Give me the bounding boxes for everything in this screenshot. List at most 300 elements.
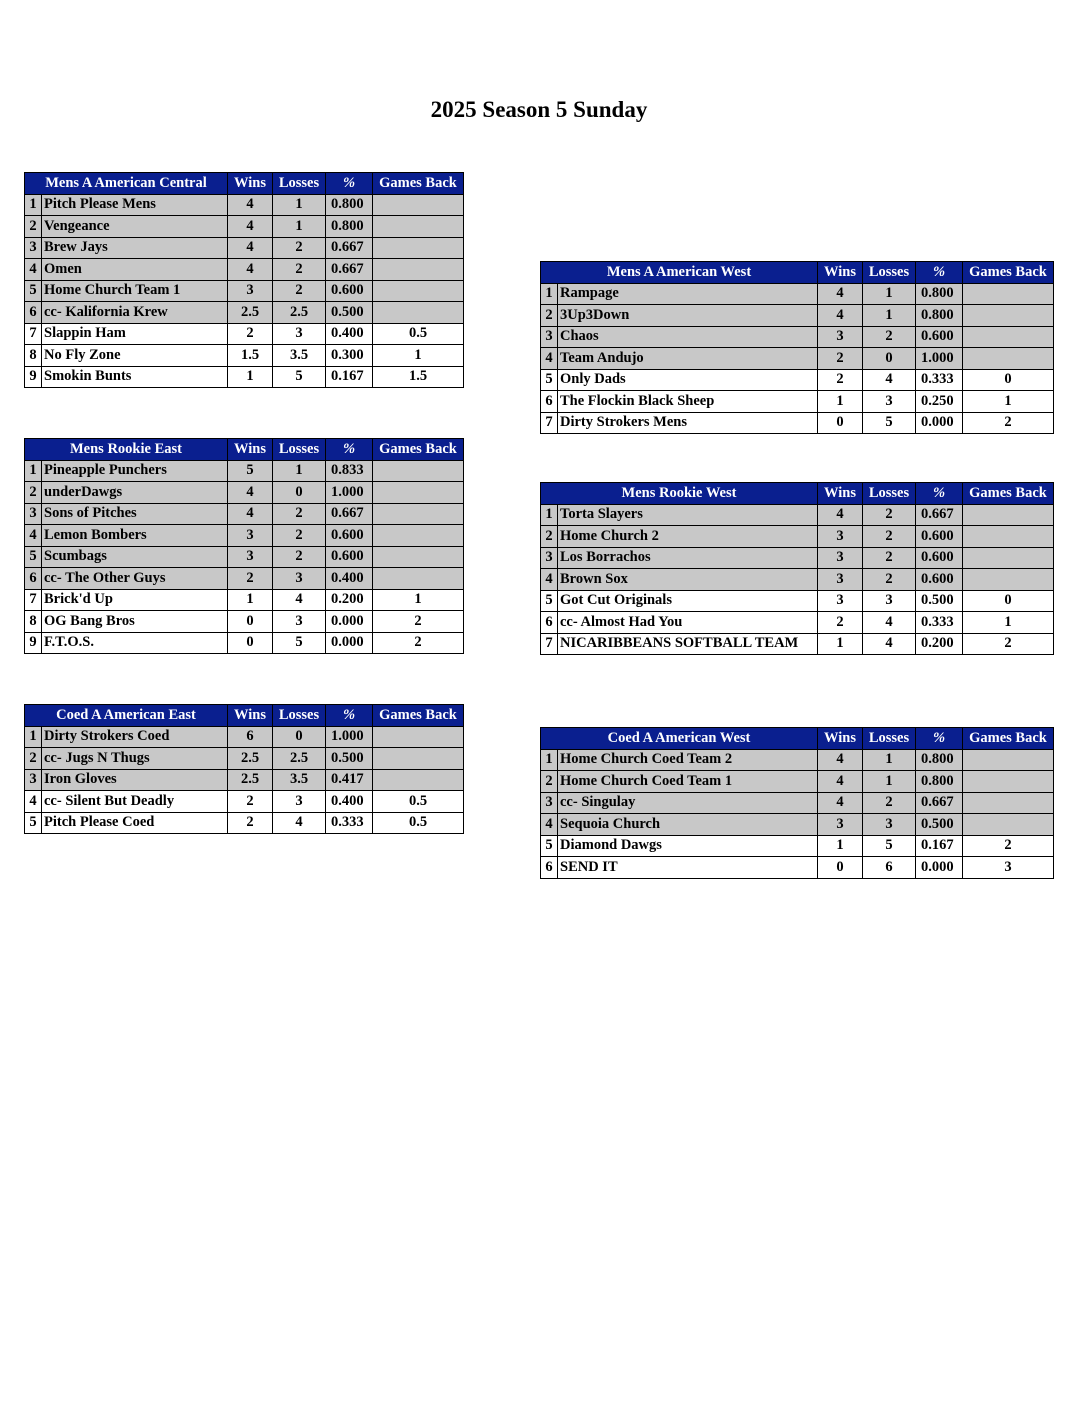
column-header-pct: %	[326, 705, 373, 727]
games-back: 0.5	[373, 791, 464, 813]
wins: 1	[228, 366, 273, 388]
division-name: Mens Rookie East	[25, 439, 228, 461]
win-pct: 0.200	[916, 633, 963, 655]
wins: 3	[818, 547, 863, 569]
losses: 3	[273, 568, 326, 590]
table-row	[25, 460, 464, 482]
win-pct: 0.333	[916, 612, 963, 634]
team-name: Vengeance	[42, 216, 228, 238]
column-header-losses: Losses	[863, 483, 916, 505]
games-back	[963, 547, 1054, 569]
wins: 2	[228, 791, 273, 813]
table-row	[25, 812, 464, 834]
losses: 6	[863, 857, 916, 879]
rank: 4	[25, 791, 42, 813]
table-row	[541, 569, 1054, 591]
win-pct: 0.300	[326, 345, 373, 367]
table-row	[25, 302, 464, 324]
games-back: 1	[373, 345, 464, 367]
column-header-pct: %	[916, 262, 963, 284]
rank: 8	[25, 611, 42, 633]
wins: 4	[228, 259, 273, 281]
wins: 4	[228, 194, 273, 216]
table-row	[25, 216, 464, 238]
win-pct: 0.400	[326, 568, 373, 590]
rank: 1	[541, 504, 558, 526]
team-name: Home Church 2	[558, 526, 818, 548]
table-row	[25, 259, 464, 281]
team-name: Brown Sox	[558, 569, 818, 591]
wins: 0	[228, 632, 273, 654]
column-header-games-back: Games Back	[373, 439, 464, 461]
losses: 3	[273, 323, 326, 345]
team-name: cc- Almost Had You	[558, 612, 818, 634]
wins: 4	[228, 237, 273, 259]
losses: 2	[273, 546, 326, 568]
wins: 4	[228, 482, 273, 504]
team-name: SEND IT	[558, 857, 818, 879]
wins: 4	[818, 792, 863, 814]
games-back	[963, 326, 1054, 348]
losses: 5	[863, 835, 916, 857]
win-pct: 0.400	[326, 791, 373, 813]
team-name: Torta Slayers	[558, 504, 818, 526]
table-row	[541, 612, 1054, 634]
wins: 4	[228, 216, 273, 238]
table-row	[25, 280, 464, 302]
wins: 6	[228, 726, 273, 748]
team-name: Slappin Ham	[42, 323, 228, 345]
losses: 4	[863, 369, 916, 391]
team-name: OG Bang Bros	[42, 611, 228, 633]
rank: 6	[25, 302, 42, 324]
rank: 2	[541, 526, 558, 548]
table-row	[25, 366, 464, 388]
games-back	[373, 482, 464, 504]
win-pct: 0.600	[916, 526, 963, 548]
wins: 1	[228, 589, 273, 611]
standings-table-coed-a-east	[24, 704, 464, 834]
games-back	[963, 526, 1054, 548]
team-name: Only Dads	[558, 369, 818, 391]
rank: 4	[541, 569, 558, 591]
column-header-losses: Losses	[863, 262, 916, 284]
rank: 3	[25, 237, 42, 259]
team-name: Scumbags	[42, 546, 228, 568]
win-pct: 0.600	[916, 326, 963, 348]
rank: 5	[25, 280, 42, 302]
win-pct: 0.800	[326, 216, 373, 238]
win-pct: 0.000	[916, 412, 963, 434]
team-name: Sequoia Church	[558, 814, 818, 836]
games-back: 3	[963, 857, 1054, 879]
games-back: 1	[373, 589, 464, 611]
column-header-games-back: Games Back	[373, 173, 464, 195]
losses: 3.5	[273, 769, 326, 791]
wins: 1	[818, 391, 863, 413]
table-row	[25, 748, 464, 770]
games-back: 2	[373, 611, 464, 633]
table-row	[541, 633, 1054, 655]
games-back	[373, 302, 464, 324]
games-back	[373, 546, 464, 568]
division-name: Coed A American East	[25, 705, 228, 727]
win-pct: 0.167	[916, 835, 963, 857]
table-row	[541, 835, 1054, 857]
games-back	[373, 460, 464, 482]
rank: 6	[541, 391, 558, 413]
wins: 4	[818, 771, 863, 793]
column-header-pct: %	[326, 173, 373, 195]
losses: 1	[273, 460, 326, 482]
team-name: Home Church Coed Team 2	[558, 749, 818, 771]
rank: 5	[541, 369, 558, 391]
column-header-wins: Wins	[228, 173, 273, 195]
wins: 2	[228, 323, 273, 345]
rank: 2	[25, 748, 42, 770]
win-pct: 1.000	[326, 726, 373, 748]
rank: 2	[541, 771, 558, 793]
team-name: No Fly Zone	[42, 345, 228, 367]
wins: 1	[818, 835, 863, 857]
losses: 1	[273, 194, 326, 216]
wins: 2	[228, 568, 273, 590]
column-header-games-back: Games Back	[373, 705, 464, 727]
rank: 5	[25, 812, 42, 834]
table-row	[25, 482, 464, 504]
games-back: 1	[963, 391, 1054, 413]
win-pct: 0.833	[326, 460, 373, 482]
wins: 3	[228, 525, 273, 547]
rank: 4	[541, 348, 558, 370]
games-back	[373, 503, 464, 525]
losses: 2	[863, 504, 916, 526]
games-back	[963, 814, 1054, 836]
games-back: 2	[373, 632, 464, 654]
win-pct: 0.000	[916, 857, 963, 879]
wins: 5	[228, 460, 273, 482]
standings-table-mens-a-west	[540, 261, 1054, 434]
wins: 0	[228, 611, 273, 633]
team-name: cc- Jugs N Thugs	[42, 748, 228, 770]
table-row	[25, 568, 464, 590]
column-header-wins: Wins	[818, 728, 863, 750]
win-pct: 0.800	[916, 305, 963, 327]
table-row	[25, 769, 464, 791]
games-back: 2	[963, 412, 1054, 434]
rank: 3	[25, 503, 42, 525]
team-name: Smokin Bunts	[42, 366, 228, 388]
table-row	[541, 590, 1054, 612]
win-pct: 0.667	[326, 237, 373, 259]
losses: 3	[863, 814, 916, 836]
table-row	[25, 323, 464, 345]
table-row	[541, 526, 1054, 548]
column-header-pct: %	[916, 728, 963, 750]
wins: 3	[228, 546, 273, 568]
win-pct: 0.600	[326, 546, 373, 568]
losses: 4	[863, 633, 916, 655]
win-pct: 0.800	[916, 283, 963, 305]
games-back	[373, 525, 464, 547]
games-back	[373, 194, 464, 216]
rank: 1	[25, 194, 42, 216]
rank: 7	[25, 589, 42, 611]
wins: 3	[818, 326, 863, 348]
games-back	[373, 568, 464, 590]
rank: 4	[25, 259, 42, 281]
games-back: 0	[963, 590, 1054, 612]
team-name: underDawgs	[42, 482, 228, 504]
losses: 5	[273, 366, 326, 388]
table-row	[541, 814, 1054, 836]
win-pct: 0.250	[916, 391, 963, 413]
losses: 4	[273, 812, 326, 834]
wins: 3	[818, 590, 863, 612]
column-header-pct: %	[326, 439, 373, 461]
team-name: Pineapple Punchers	[42, 460, 228, 482]
table-header-row	[25, 439, 464, 461]
team-name: Lemon Bombers	[42, 525, 228, 547]
rank: 1	[25, 726, 42, 748]
win-pct: 0.600	[326, 525, 373, 547]
rank: 7	[25, 323, 42, 345]
wins: 2.5	[228, 748, 273, 770]
games-back	[963, 569, 1054, 591]
standings-table-mens-rookie-east	[24, 438, 464, 654]
table-row	[541, 857, 1054, 879]
losses: 2	[863, 792, 916, 814]
losses: 0	[273, 726, 326, 748]
losses: 3	[863, 590, 916, 612]
wins: 2	[818, 612, 863, 634]
rank: 1	[541, 283, 558, 305]
win-pct: 0.667	[326, 503, 373, 525]
team-name: Team Andujo	[558, 348, 818, 370]
games-back: 1.5	[373, 366, 464, 388]
rank: 2	[25, 216, 42, 238]
team-name: Iron Gloves	[42, 769, 228, 791]
wins: 2	[818, 348, 863, 370]
games-back	[963, 792, 1054, 814]
win-pct: 0.500	[916, 590, 963, 612]
team-name: Dirty Strokers Mens	[558, 412, 818, 434]
table-row	[25, 611, 464, 633]
division-name: Mens A American Central	[25, 173, 228, 195]
wins: 3	[818, 814, 863, 836]
page-title: 2025 Season 5 Sunday	[430, 97, 648, 122]
rank: 9	[25, 632, 42, 654]
rank: 3	[25, 769, 42, 791]
rank: 6	[541, 857, 558, 879]
rank: 1	[541, 749, 558, 771]
column-header-games-back: Games Back	[963, 728, 1054, 750]
table-row	[25, 632, 464, 654]
table-row	[541, 305, 1054, 327]
table-header-row	[541, 483, 1054, 505]
win-pct: 0.600	[916, 569, 963, 591]
rank: 7	[541, 633, 558, 655]
rank: 9	[25, 366, 42, 388]
games-back	[963, 504, 1054, 526]
table-row	[25, 791, 464, 813]
win-pct: 0.000	[326, 632, 373, 654]
win-pct: 1.000	[916, 348, 963, 370]
win-pct: 0.333	[916, 369, 963, 391]
games-back	[373, 259, 464, 281]
losses: 1	[863, 749, 916, 771]
losses: 2	[273, 237, 326, 259]
column-header-losses: Losses	[273, 439, 326, 461]
losses: 2	[863, 326, 916, 348]
wins: 2.5	[228, 769, 273, 791]
win-pct: 0.800	[916, 771, 963, 793]
games-back	[373, 216, 464, 238]
losses: 5	[273, 632, 326, 654]
games-back	[963, 305, 1054, 327]
table-row	[541, 412, 1054, 434]
losses: 3	[273, 611, 326, 633]
table-header-row	[541, 728, 1054, 750]
win-pct: 0.200	[326, 589, 373, 611]
column-header-games-back: Games Back	[963, 262, 1054, 284]
wins: 1	[818, 633, 863, 655]
team-name: cc- Singulay	[558, 792, 818, 814]
wins: 0	[818, 857, 863, 879]
losses: 2	[273, 525, 326, 547]
win-pct: 0.500	[326, 748, 373, 770]
table-row	[541, 771, 1054, 793]
win-pct: 0.417	[326, 769, 373, 791]
win-pct: 1.000	[326, 482, 373, 504]
rank: 3	[541, 547, 558, 569]
rank: 4	[541, 814, 558, 836]
division-name: Mens Rookie West	[541, 483, 818, 505]
games-back	[373, 748, 464, 770]
win-pct: 0.600	[326, 280, 373, 302]
win-pct: 0.500	[326, 302, 373, 324]
table-row	[25, 237, 464, 259]
table-row	[541, 749, 1054, 771]
rank: 6	[541, 612, 558, 634]
losses: 2	[273, 503, 326, 525]
losses: 2	[863, 569, 916, 591]
rank: 7	[541, 412, 558, 434]
table-row	[541, 369, 1054, 391]
team-name: cc- Silent But Deadly	[42, 791, 228, 813]
table-row	[541, 504, 1054, 526]
team-name: Got Cut Originals	[558, 590, 818, 612]
games-back: 2	[963, 633, 1054, 655]
column-header-wins: Wins	[228, 439, 273, 461]
rank: 5	[541, 590, 558, 612]
games-back: 1	[963, 612, 1054, 634]
losses: 2	[273, 259, 326, 281]
wins: 4	[228, 503, 273, 525]
losses: 1	[273, 216, 326, 238]
table-row	[25, 503, 464, 525]
team-name: cc- Kalifornia Krew	[42, 302, 228, 324]
standings-table-mens-rookie-west	[540, 482, 1054, 655]
team-name: Chaos	[558, 326, 818, 348]
table-row	[541, 547, 1054, 569]
win-pct: 0.800	[916, 749, 963, 771]
team-name: Home Church Team 1	[42, 280, 228, 302]
team-name: Pitch Please Mens	[42, 194, 228, 216]
rank: 4	[25, 525, 42, 547]
games-back: 0	[963, 369, 1054, 391]
win-pct: 0.333	[326, 812, 373, 834]
column-header-pct: %	[916, 483, 963, 505]
losses: 4	[273, 589, 326, 611]
losses: 3.5	[273, 345, 326, 367]
losses: 0	[273, 482, 326, 504]
team-name: Pitch Please Coed	[42, 812, 228, 834]
rank: 3	[541, 326, 558, 348]
wins: 4	[818, 504, 863, 526]
games-back: 0.5	[373, 323, 464, 345]
division-name: Coed A American West	[541, 728, 818, 750]
column-header-wins: Wins	[818, 262, 863, 284]
losses: 1	[863, 283, 916, 305]
team-name: cc- The Other Guys	[42, 568, 228, 590]
losses: 5	[863, 412, 916, 434]
win-pct: 0.667	[916, 792, 963, 814]
table-row	[25, 525, 464, 547]
team-name: Sons of Pitches	[42, 503, 228, 525]
win-pct: 0.800	[326, 194, 373, 216]
team-name: Omen	[42, 259, 228, 281]
games-back: 2	[963, 835, 1054, 857]
games-back	[373, 769, 464, 791]
table-row	[25, 194, 464, 216]
standings-table-coed-a-west	[540, 727, 1054, 879]
games-back	[963, 283, 1054, 305]
table-header-row	[541, 262, 1054, 284]
losses: 2.5	[273, 748, 326, 770]
games-back	[963, 749, 1054, 771]
win-pct: 0.600	[916, 547, 963, 569]
table-row	[25, 589, 464, 611]
wins: 2	[228, 812, 273, 834]
rank: 6	[25, 568, 42, 590]
team-name: 3Up3Down	[558, 305, 818, 327]
wins: 4	[818, 283, 863, 305]
losses: 0	[863, 348, 916, 370]
wins: 2	[818, 369, 863, 391]
column-header-wins: Wins	[818, 483, 863, 505]
losses: 2	[863, 526, 916, 548]
losses: 2.5	[273, 302, 326, 324]
team-name: F.T.O.S.	[42, 632, 228, 654]
losses: 3	[863, 391, 916, 413]
games-back	[963, 771, 1054, 793]
rank: 5	[25, 546, 42, 568]
rank: 3	[541, 792, 558, 814]
team-name: NICARIBBEANS SOFTBALL TEAM	[558, 633, 818, 655]
table-row	[541, 283, 1054, 305]
table-row	[541, 391, 1054, 413]
column-header-wins: Wins	[228, 705, 273, 727]
win-pct: 0.000	[326, 611, 373, 633]
win-pct: 0.167	[326, 366, 373, 388]
wins: 1.5	[228, 345, 273, 367]
wins: 4	[818, 305, 863, 327]
win-pct: 0.400	[326, 323, 373, 345]
team-name: Brew Jays	[42, 237, 228, 259]
rank: 1	[25, 460, 42, 482]
table-row	[541, 326, 1054, 348]
